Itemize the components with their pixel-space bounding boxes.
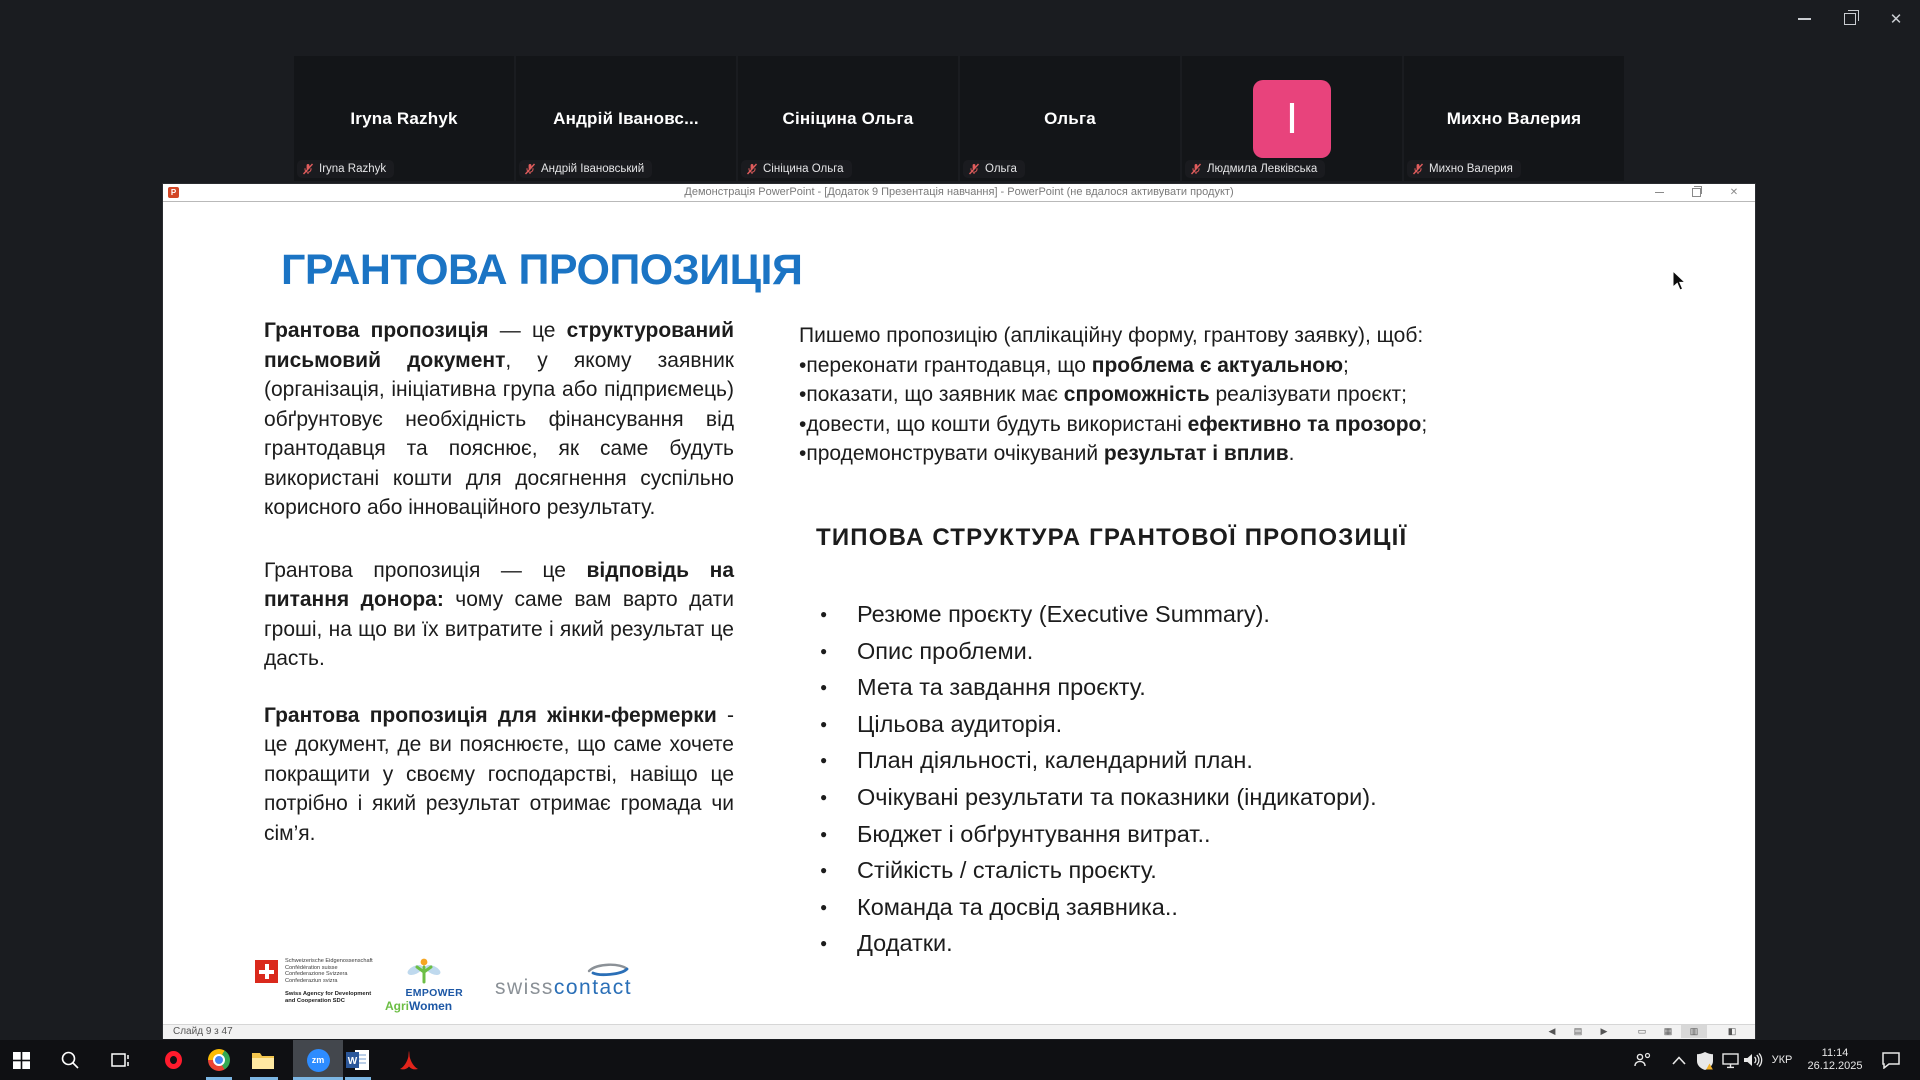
text-run: - це документ, де ви пояснюєте, що саме хочете покращити у своєму господарстві, навіщо це потрібно і який результат отримає громада чи сім’я. (264, 703, 735, 845)
app-minimize-button[interactable] (1790, 6, 1818, 32)
powerpoint-titlebar[interactable] (163, 184, 1755, 202)
minimize-icon (1798, 18, 1811, 20)
structure-item: ● Очікувані результати та показники (індикатори). (818, 779, 1558, 816)
volume-tray-button[interactable] (1740, 1040, 1766, 1080)
text-run: чому саме вам варто дати гроші, на що ви їх витратите і який результат це дасть. (264, 588, 735, 670)
text-run: . (1288, 442, 1295, 465)
muted-mic-icon (1412, 163, 1424, 175)
search-button[interactable] (58, 1040, 82, 1080)
structure-item: ● Цільова аудиторія. (818, 706, 1558, 743)
app-restore-button[interactable] (1836, 6, 1864, 32)
taskbar (0, 1040, 1920, 1080)
paragraph (264, 556, 734, 674)
structure-item: ● План діяльності, календарний план. (818, 742, 1558, 779)
participant-name: Андрій Івановс... (553, 108, 699, 128)
task-view-icon (109, 1051, 131, 1069)
goal-bullet (799, 351, 1539, 381)
speaker-icon (1743, 1052, 1763, 1068)
sdc-logo (255, 958, 385, 1005)
structure-item: ● Стійкість / сталість проєкту. (818, 852, 1558, 889)
text-run: ; (1343, 353, 1349, 377)
slide (163, 202, 1755, 1024)
paragraph (264, 701, 734, 849)
participant-name: Михно Валерия (1446, 108, 1582, 128)
opera-button[interactable] (161, 1040, 185, 1080)
slide-sorter-icon[interactable]: ▦ (1663, 1026, 1673, 1036)
window-title: Демонстрація PowerPoint - [Додаток 9 Презентація навчання] - PowerPoint (не вдалося активувати продукт) (684, 186, 1234, 198)
goal-bullet (799, 439, 1539, 469)
defender-shield-icon (1696, 1051, 1714, 1070)
pp-minimize-button[interactable] (1648, 185, 1670, 200)
participant-label: Ольга (963, 160, 1025, 178)
structure-list (818, 596, 1558, 962)
structure-item: ● Мета та завдання проєкту. (818, 669, 1558, 706)
participant-name: Ольга (1044, 108, 1096, 128)
participant-tile[interactable] (516, 56, 736, 181)
intro-line: Пишемо пропозицію (аплікаційну форму, грантову заявку), щоб: (799, 324, 1424, 347)
participant-label: Михно Валерия (1407, 160, 1521, 178)
file-explorer-button[interactable] (251, 1040, 275, 1080)
participant-label: Андрій Івановський (519, 160, 652, 178)
clock-time: 11:14 (1821, 1047, 1849, 1059)
reading-view-icon[interactable]: ▥ (1681, 1025, 1707, 1038)
people-tray-button[interactable] (1630, 1040, 1656, 1080)
text-run: результат і вплив (1103, 442, 1289, 465)
action-center-icon (1881, 1051, 1901, 1069)
acrobat-button[interactable] (397, 1040, 421, 1080)
participant-name: Сініцина Ольга (782, 108, 914, 128)
muted-mic-icon (302, 163, 314, 175)
muted-mic-icon (746, 163, 758, 175)
empower-text: EMPOWER (405, 987, 463, 999)
participant-tile[interactable] (738, 56, 958, 181)
text-run: •довести, що кошти будуть використані (799, 412, 1188, 436)
text-run: Грантова пропозиція — це (264, 558, 587, 582)
slide-left-column (264, 316, 734, 881)
slide-title: ГРАНТОВА ПРОПОЗИЦІЯ (281, 246, 803, 294)
avatar: I (1253, 80, 1331, 158)
participant-label: Iryna Razhyk (297, 160, 394, 178)
text-run: •продемонструвати очікуваний (799, 442, 1104, 465)
previous-slide-icon[interactable]: ◀ (1548, 1026, 1556, 1036)
text-run: , у якому заявник (організація, ініціативна група або підприємець) обґрунтовує необхідність фінансування від грантодавця та пояснює, як саме будуть використані кошти для досягнення суспільно корисного або інноваційного результату. (264, 348, 734, 519)
network-display-icon (1722, 1052, 1741, 1069)
swisscontact-text: swisscontact (495, 976, 633, 999)
normal-view-icon[interactable]: ▭ (1637, 1026, 1647, 1036)
muted-mic-icon (524, 163, 536, 175)
powerpoint-window (163, 184, 1755, 1038)
action-center-button[interactable] (1876, 1040, 1906, 1080)
notes-icon[interactable]: ▤ (1573, 1026, 1583, 1036)
text-run: •переконати грантодавця, що (799, 353, 1092, 377)
svg-text:W: W (347, 1056, 358, 1067)
goal-bullet (799, 410, 1539, 440)
swisscontact-swoosh-icon (583, 962, 633, 978)
sdc-line: Confederazione Svizzera (285, 971, 348, 978)
zoom-app-icon: zm (307, 1049, 330, 1072)
sdc-line: Schweizerische Eidgenossenschaft (285, 958, 373, 964)
sdc-agency-line: and Cooperation SDC (285, 998, 345, 1005)
participant-tile[interactable] (960, 56, 1180, 181)
text-run: реалізувати проєкт; (1209, 383, 1407, 406)
structure-item: ● Резюме проєкту (Executive Summary). (818, 596, 1558, 633)
goal-bullet (799, 380, 1539, 410)
text-run: — це (488, 319, 567, 342)
text-run: •показати, що заявник має (799, 383, 1064, 406)
slideshow-icon[interactable]: ◧ (1727, 1026, 1737, 1036)
text-run: спроможність (1063, 383, 1210, 406)
close-icon: ✕ (1889, 11, 1903, 28)
muted-mic-icon (1190, 163, 1202, 175)
pp-restore-button[interactable] (1685, 185, 1707, 200)
chrome-icon (208, 1049, 230, 1071)
participant-label: Людмила Левківська (1185, 160, 1325, 178)
slide-right-intro (799, 321, 1539, 469)
participant-tile[interactable] (1404, 56, 1624, 181)
sdc-agency-lines (285, 991, 385, 1005)
clock[interactable] (1798, 1040, 1872, 1080)
empower-figure-icon (406, 958, 442, 984)
people-icon (1633, 1052, 1653, 1068)
defender-tray-button[interactable] (1693, 1040, 1717, 1080)
sdc-confederation-lines (285, 958, 385, 984)
next-slide-icon[interactable]: ▶ (1600, 1026, 1608, 1036)
swisscontact-logo (495, 962, 665, 1000)
word-icon (346, 1049, 370, 1071)
text-run: структурований письмовий документ (264, 319, 734, 372)
language-indicator[interactable]: УКР (1771, 1054, 1793, 1066)
opera-icon (165, 1051, 182, 1069)
minimize-icon (1655, 192, 1664, 194)
text-run: відповідь на питання донора: (264, 558, 734, 611)
file-explorer-icon (251, 1050, 275, 1070)
word-button[interactable] (346, 1040, 370, 1080)
text-run: ; (1421, 412, 1428, 436)
paragraph (264, 316, 734, 523)
text-run: проблема є актуальною (1091, 353, 1344, 377)
close-icon: ✕ (1729, 187, 1739, 198)
empower-agriwomen-logo (385, 958, 463, 1013)
pp-close-button[interactable] (1723, 185, 1745, 200)
sdc-line: Confédération suisse (285, 964, 338, 971)
app-close-button[interactable] (1882, 6, 1910, 32)
clock-date: 26.12.2025 (1807, 1060, 1863, 1072)
participant-name: Iryna Razhyk (350, 108, 458, 128)
cursor-pointer (1672, 270, 1688, 292)
participant-tile[interactable] (294, 56, 514, 181)
structure-item: ● Опис проблеми. (818, 633, 1558, 670)
swiss-flag-icon (255, 960, 278, 983)
structure-item: ● Команда та досвід заявника.. (818, 889, 1558, 926)
participant-label: Сініцина Ольга (741, 160, 852, 178)
chevron-up-icon (1672, 1056, 1686, 1065)
tray-expand-button[interactable] (1668, 1040, 1690, 1080)
search-icon (60, 1050, 80, 1070)
task-view-button[interactable] (108, 1040, 132, 1080)
restore-icon (1692, 188, 1701, 197)
sdc-agency-line: Swiss Agency for Development (285, 991, 372, 998)
start-button[interactable] (9, 1040, 33, 1080)
zoom-app-button[interactable] (293, 1040, 343, 1080)
participant-tile[interactable] (1182, 56, 1402, 181)
muted-mic-icon (968, 163, 980, 175)
text-run: ефективно та прозоро (1187, 412, 1422, 436)
powerpoint-statusbar (163, 1024, 1755, 1039)
acrobat-icon (398, 1049, 420, 1071)
windows-start-icon (13, 1052, 30, 1069)
text-run: Грантова пропозиція (264, 319, 489, 342)
powerpoint-icon: P (168, 187, 179, 198)
structure-item: ● Додатки. (818, 925, 1558, 962)
chrome-button[interactable] (207, 1040, 231, 1080)
structure-item: ● Бюджет і обґрунтування витрат.. (818, 816, 1558, 853)
text-run: Грантова пропозиція для жінки-фермерки (264, 703, 717, 727)
slide-counter: Слайд 9 з 47 (173, 1026, 233, 1037)
sdc-line: Confederaziun svizra (285, 977, 338, 984)
agriwomen-text: AgriWomen (385, 999, 453, 1013)
structure-heading: ТИПОВА СТРУКТУРА ГРАНТОВОЇ ПРОПОЗИЦІЇ (816, 524, 1408, 551)
restore-icon (1844, 13, 1856, 25)
